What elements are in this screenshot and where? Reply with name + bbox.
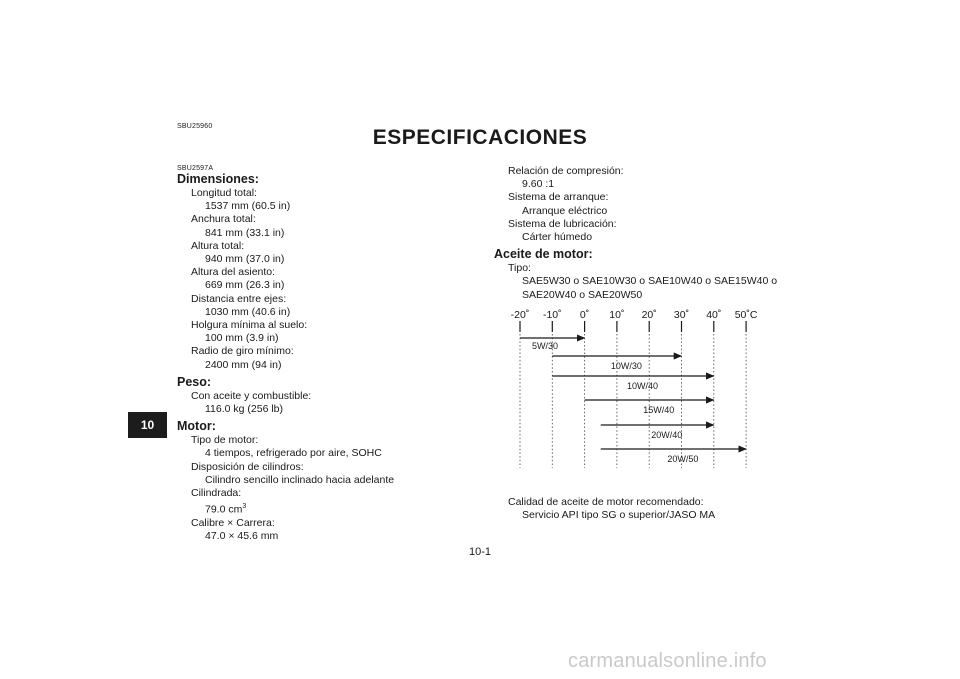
spec-label: Sistema de lubricación: (508, 217, 617, 230)
oil-quality-value: Servicio API tipo SG o superior/JASO MA (522, 509, 716, 522)
spec-value-text: Cilindro sencillo inclinado hacia adelante (205, 473, 395, 486)
spec-label: Con aceite y combustible: (191, 389, 312, 402)
spec-value-text: 669 mm (26.3 in) (205, 279, 285, 292)
spec-label: Cilindrada: (191, 487, 242, 500)
oil-viscosity-chart (500, 300, 770, 475)
spec-value (177, 474, 467, 487)
spec-value-text: 1030 mm (40.6 in) (205, 305, 291, 318)
spec-value (177, 530, 467, 543)
engine-heading: Motor: (177, 419, 216, 434)
spec-label: Radio de giro mínimo: (191, 345, 294, 358)
temperature-tick-label: 10˚ (609, 309, 625, 321)
page-title: ESPECIFICACIONES (372, 126, 588, 149)
spec-value-text: 940 mm (37.0 in) (205, 253, 285, 266)
spec-value (177, 403, 467, 416)
temperature-tick-label: 50˚C (734, 309, 758, 321)
spec-value (177, 200, 467, 213)
spec-value (494, 178, 814, 191)
dimensions-heading: Dimensiones: (177, 172, 259, 186)
spec-value-text: Cárter húmedo (522, 231, 593, 244)
oil-grade-label: 20W/40 (651, 430, 683, 440)
temperature-tick-label: -20˚ (510, 309, 530, 321)
spec-value (177, 306, 467, 319)
spec-label: Calibre × Carrera: (191, 516, 275, 529)
weight-heading: Peso: (177, 374, 212, 389)
oil-quality-note (508, 496, 828, 522)
spec-value (177, 253, 467, 266)
oil-quality-label: Calidad de aceite de motor recomendado: (508, 496, 704, 508)
spec-value-text: 79.0 cm (205, 503, 243, 516)
chapter-tab: 10 (128, 412, 167, 438)
spec-label: Longitud total: (191, 187, 257, 199)
spec-label: Anchura total: (191, 213, 256, 226)
oil-grade-label: 10W/40 (627, 381, 659, 391)
temperature-tick-label: -10˚ (542, 309, 562, 321)
left-column (177, 165, 467, 543)
spec-label: Relación de compresión: (508, 165, 624, 177)
oil-type-line-2: SAE20W40 o SAE20W50 (522, 288, 643, 301)
spec-label: Tipo de motor: (191, 434, 259, 447)
spec-value-text: 1537 mm (60.5 in) (205, 200, 291, 213)
spec-label: Holgura mínima al suelo: (191, 319, 308, 332)
engine-specs-list (494, 165, 814, 244)
weight-list (177, 390, 467, 416)
spec-value-text: 9.60 :1 (522, 178, 555, 191)
spec-value (177, 500, 467, 517)
dimensions-list (177, 187, 467, 372)
spec-value-superscript: 3 (242, 503, 247, 511)
oil-grade-label: 15W/40 (643, 405, 675, 415)
doc-code-header: SBU25960 (177, 123, 213, 130)
spec-label: Sistema de arranque: (508, 191, 609, 204)
section-code: SBU2597A (177, 165, 214, 172)
spec-value (177, 279, 467, 292)
spec-value (494, 205, 814, 218)
oil-grade-label: 5W/30 (532, 341, 559, 351)
temperature-tick-label: 0˚ (579, 309, 590, 321)
temperature-tick-label: 20˚ (641, 309, 657, 321)
oil-heading: Aceite de motor: (494, 247, 593, 262)
temperature-tick-label: 40˚ (706, 309, 722, 321)
spec-value (177, 447, 467, 460)
spec-value (177, 227, 467, 240)
spec-value-text: 2400 mm (94 in) (205, 358, 282, 371)
spec-value-text: 47.0 × 45.6 mm (205, 530, 279, 543)
spec-label: Distancia entre ejes: (191, 292, 287, 305)
page-number: 10-1 (468, 546, 492, 558)
oil-grade-label: 20W/50 (667, 454, 699, 464)
spec-label: Altura del asiento: (191, 266, 276, 279)
oil-grade-label: 10W/30 (610, 361, 642, 371)
spec-value-text: 841 mm (33.1 in) (205, 226, 285, 239)
spec-value-text: 116.0 kg (256 lb) (205, 403, 284, 416)
spec-value (177, 359, 467, 372)
spec-label: Disposición de cilindros: (191, 460, 304, 473)
watermark: carmanualsonline.info (568, 650, 767, 672)
spec-value (494, 231, 814, 244)
engine-list (177, 434, 467, 543)
spec-value (177, 332, 467, 345)
temperature-tick-label: 30˚ (673, 309, 690, 321)
oil-type-line-1: SAE5W30 o SAE10W30 o SAE10W40 o SAE15W40 o (522, 275, 778, 288)
spec-value-text: Arranque eléctrico (522, 204, 608, 217)
right-column (494, 165, 814, 302)
oil-type-label: Tipo: (508, 262, 531, 275)
spec-value-text: 100 mm (3.9 in) (205, 332, 279, 345)
spec-label: Altura total: (191, 239, 245, 252)
spec-value-text: 4 tiempos, refrigerado por aire, SOHC (205, 447, 382, 460)
